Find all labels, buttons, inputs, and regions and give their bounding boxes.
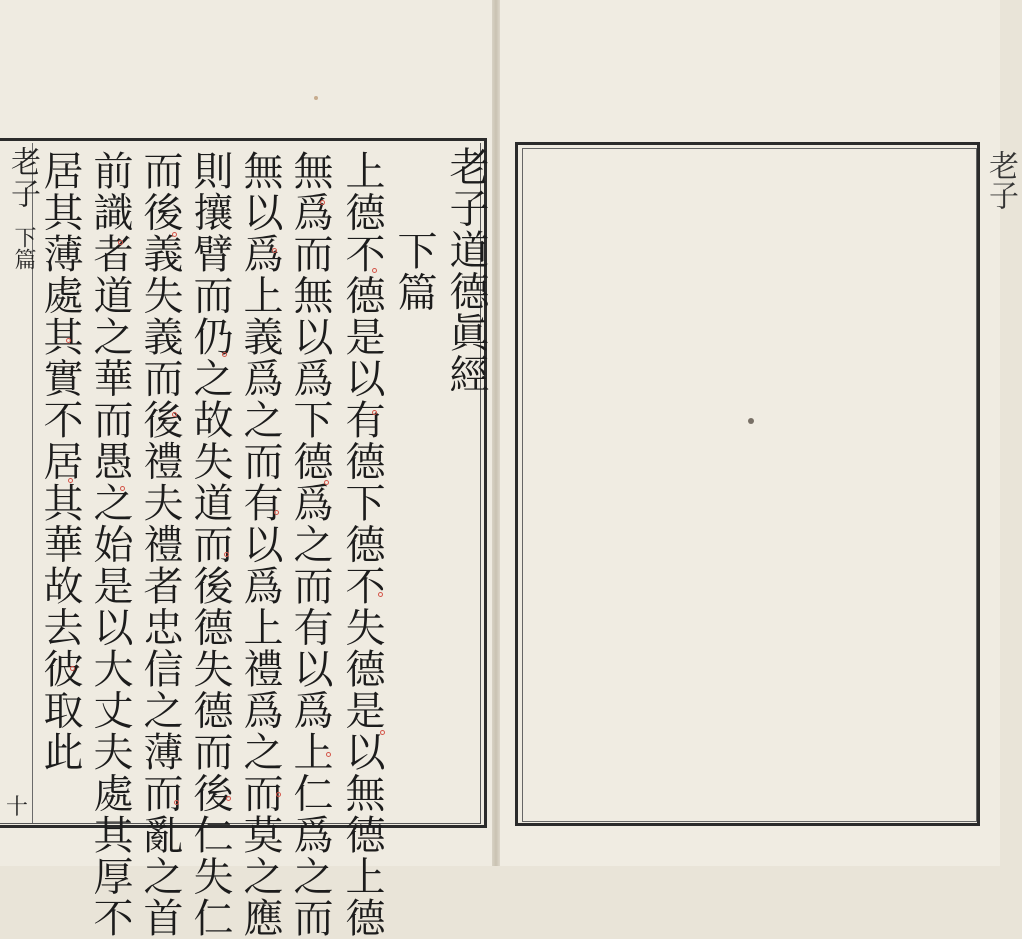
margin-section: 下篇 xyxy=(11,226,36,270)
punctuation-mark xyxy=(226,796,231,801)
punctuation-mark xyxy=(378,592,383,597)
punctuation-mark xyxy=(68,478,73,483)
punctuation-mark xyxy=(174,800,179,805)
text-column-5: 而後義失義而後禮夫禮者忠信之薄而亂之首 xyxy=(137,150,183,939)
punctuation-mark xyxy=(380,730,385,735)
text-column-1: 上德不德是以有德下德不失德是以無德上德 xyxy=(339,150,385,939)
right-edge-margin-title: 老子 xyxy=(983,150,1018,210)
right-page-inner-rule xyxy=(522,148,977,822)
punctuation-mark xyxy=(326,752,331,757)
ink-spot xyxy=(314,96,318,100)
punctuation-mark xyxy=(222,352,227,357)
section-heading: 下篇 xyxy=(391,230,437,313)
punctuation-mark xyxy=(372,410,377,415)
punctuation-mark xyxy=(372,268,377,273)
punctuation-mark xyxy=(272,248,277,253)
punctuation-mark xyxy=(324,480,329,485)
ink-spot xyxy=(748,418,754,424)
punctuation-mark xyxy=(276,792,281,797)
book-gutter xyxy=(492,0,500,866)
bleed-through-text xyxy=(930,150,970,270)
text-column-4: 則攘臂而仍之故失道而後德失德而後仁失仁 xyxy=(187,150,233,939)
punctuation-mark xyxy=(172,412,177,417)
punctuation-mark xyxy=(118,240,123,245)
punctuation-mark xyxy=(120,486,125,491)
punctuation-mark xyxy=(274,510,279,515)
book-title: 老子道德眞經 xyxy=(443,146,489,395)
text-column-7: 居其薄處其實不居其華故去彼取此 xyxy=(37,150,83,773)
text-column-3: 無以爲上義爲之而有以爲上禮爲之而莫之應 xyxy=(237,150,283,939)
text-column-2: 無爲而無以爲下德爲之而有以爲上仁爲之而 xyxy=(287,150,333,939)
punctuation-mark xyxy=(320,200,325,205)
punctuation-mark xyxy=(66,338,71,343)
punctuation-mark xyxy=(70,666,75,671)
margin-title: 老子 xyxy=(5,146,40,210)
text-column-6: 前識者道之華而愚之始是以大丈夫處其厚不 xyxy=(87,150,133,939)
punctuation-mark xyxy=(172,232,177,237)
folio-number: 十 xyxy=(6,795,29,820)
punctuation-mark xyxy=(224,552,229,557)
